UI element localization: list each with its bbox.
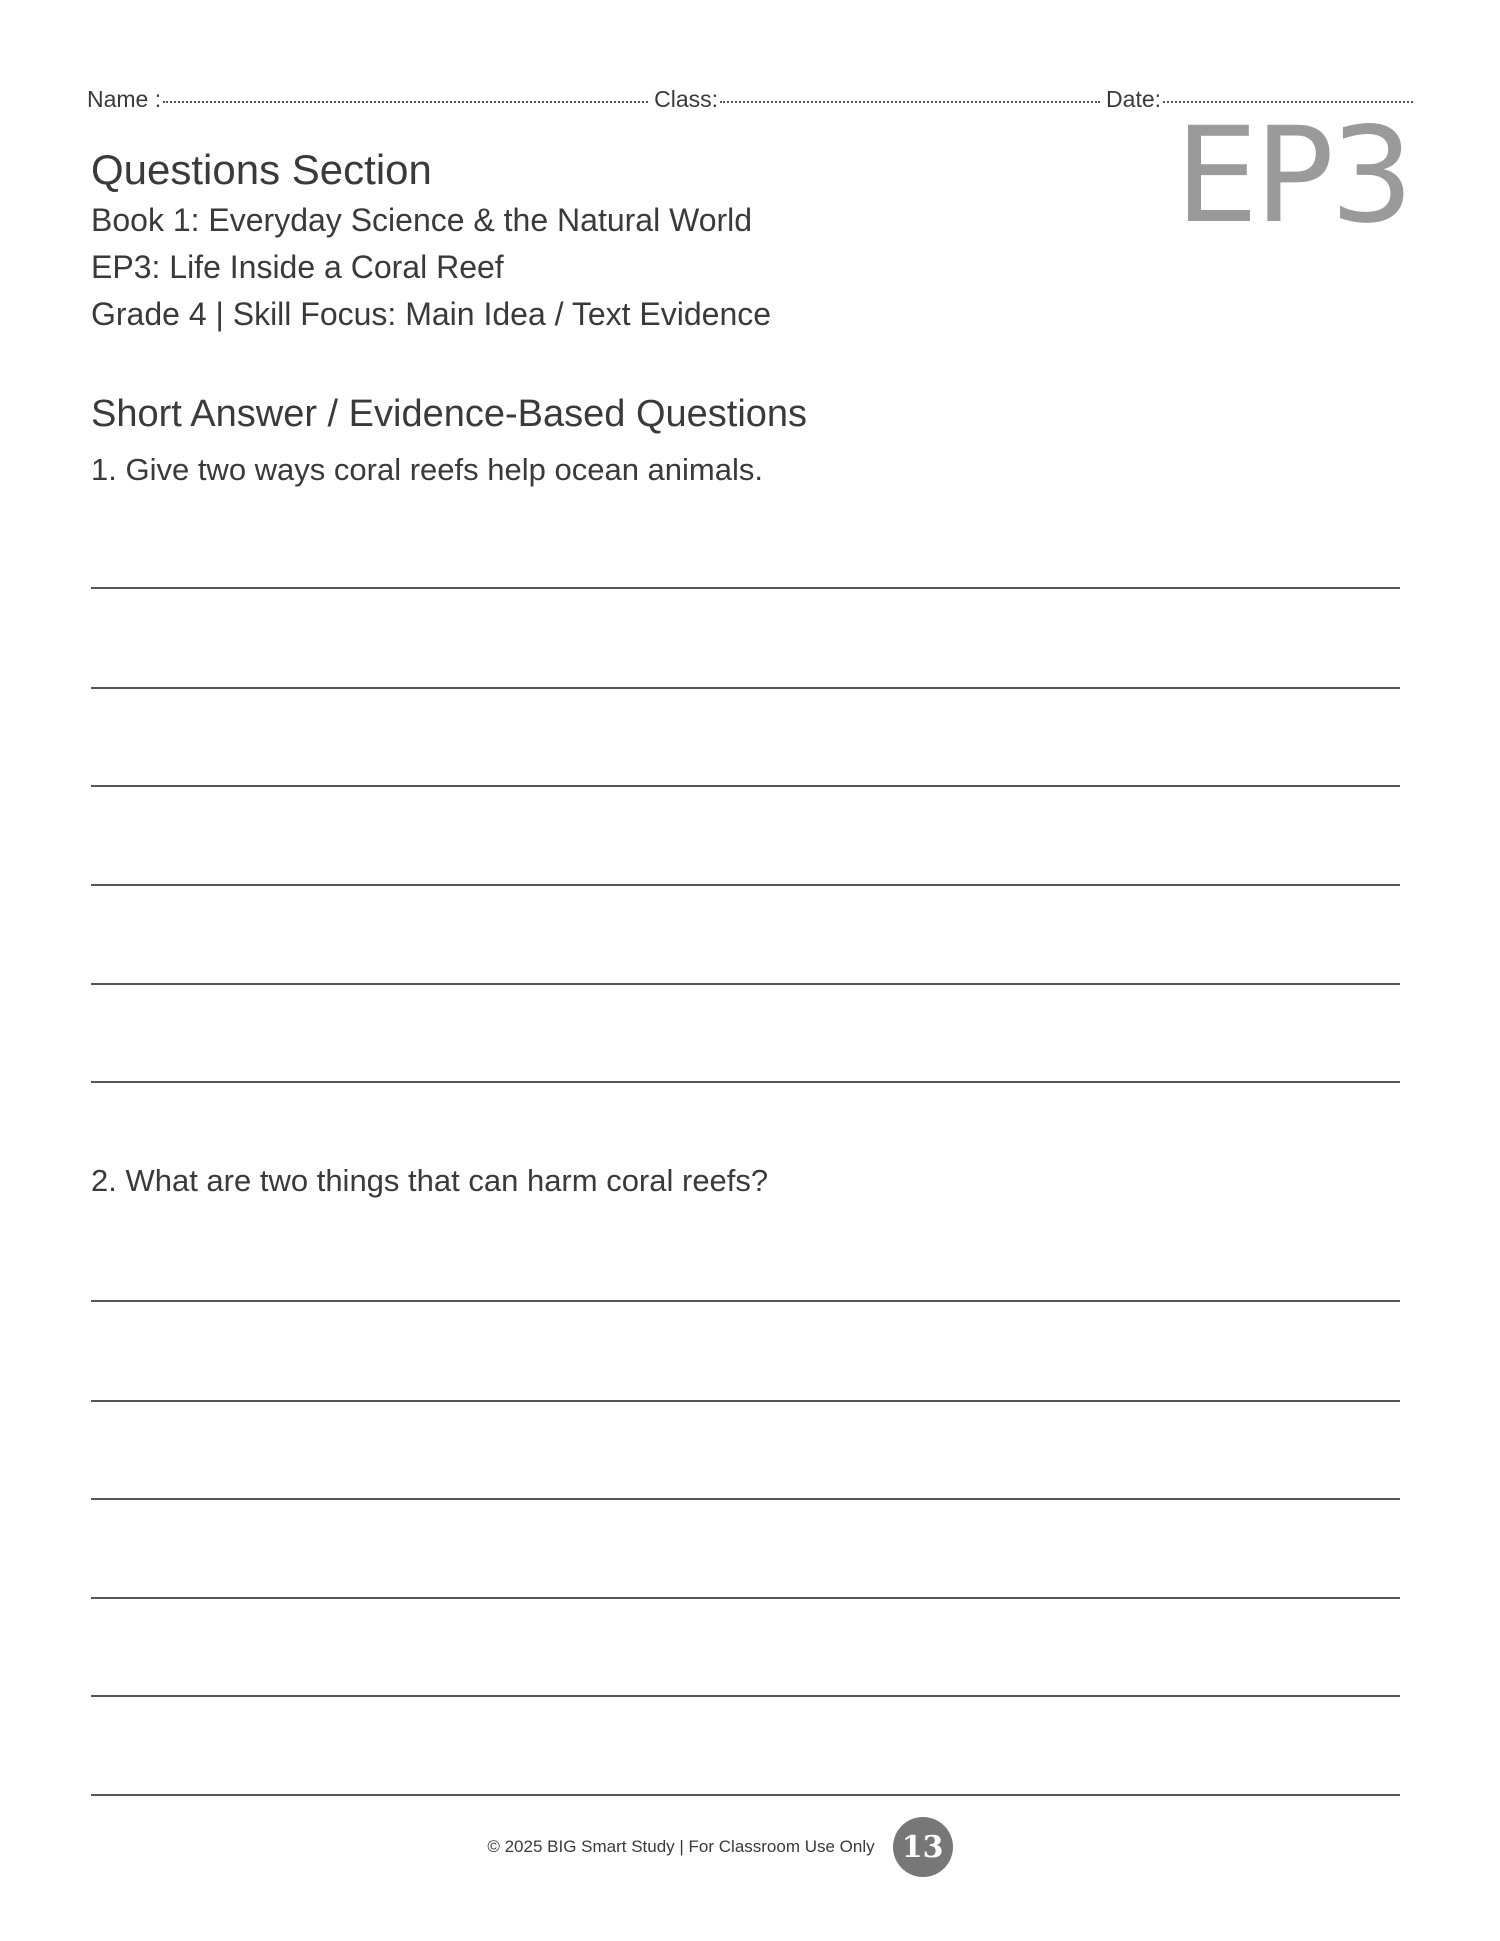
class-label: Class: bbox=[654, 86, 719, 112]
book-title: Book 1: Everyday Science & the Natural World bbox=[91, 202, 753, 238]
answer-line[interactable] bbox=[91, 587, 1400, 589]
answer-line[interactable] bbox=[91, 687, 1400, 689]
episode-badge: EP3 bbox=[1175, 99, 1410, 253]
answer-line[interactable] bbox=[91, 1300, 1400, 1302]
answer-line[interactable] bbox=[91, 983, 1400, 985]
answer-line[interactable] bbox=[91, 785, 1400, 787]
question-2: 2. What are two things that can harm coral reefs? bbox=[91, 1163, 769, 1198]
date-label: Date: bbox=[1106, 86, 1162, 112]
name-label: Name : bbox=[87, 86, 162, 112]
footer-copyright: © 2025 BIG Smart Study | For Classroom Use Only bbox=[487, 1837, 875, 1856]
class-blank[interactable] bbox=[720, 100, 1100, 103]
page-footer bbox=[0, 1815, 1500, 1879]
answer-line[interactable] bbox=[91, 1794, 1400, 1796]
class-field[interactable] bbox=[654, 86, 1106, 113]
answer-line[interactable] bbox=[91, 884, 1400, 886]
answer-line[interactable] bbox=[91, 1597, 1400, 1599]
answer-line[interactable] bbox=[91, 1498, 1400, 1500]
answer-line[interactable] bbox=[91, 1695, 1400, 1697]
subsection-title: Short Answer / Evidence-Based Questions bbox=[91, 393, 808, 435]
page-number-badge: 13 bbox=[893, 1817, 953, 1877]
answer-line[interactable] bbox=[91, 1081, 1400, 1083]
page-title: Questions Section bbox=[91, 146, 432, 193]
grade-skill-focus: Grade 4 | Skill Focus: Main Idea / Text Evidence bbox=[91, 296, 772, 332]
episode-title: EP3: Life Inside a Coral Reef bbox=[91, 249, 504, 285]
name-blank[interactable] bbox=[163, 100, 648, 103]
name-field[interactable] bbox=[87, 86, 654, 113]
question-1: 1. Give two ways coral reefs help ocean animals. bbox=[91, 452, 763, 487]
answer-line[interactable] bbox=[91, 1400, 1400, 1402]
